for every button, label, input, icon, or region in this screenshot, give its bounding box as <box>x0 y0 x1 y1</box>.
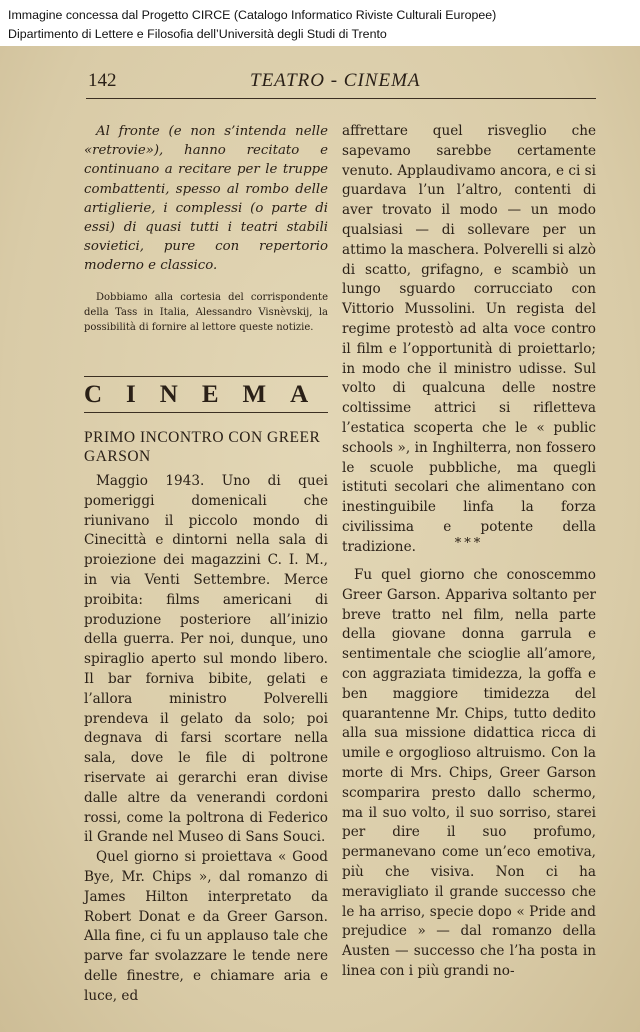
right-column-bottom <box>342 566 596 982</box>
section-title: CINEMA <box>84 381 333 408</box>
page-number: 142 <box>88 70 117 91</box>
section-rule-top <box>84 376 328 377</box>
right-paragraph-1: affrettare quel risveglio che sapevamo sarebbe certamente venuto. Applaudivamo ancora, e ci si guardava l’un l’altro, contenti di aver trovato il modo — un modo qualsiasi — di sollevare per un attimo la maschera. Polverelli si alzò di scatto, grifagno, e scambiò un lungo sguardo corrucciato con Vittorio Mussolini. Un regista del regime protestò ad alta voce contro il film e l’opportunità di proiettarlo; in modo che il ministro udisse. Sul volto di qualcuna delle nostre coltissime attrici si rifletteva l’estatica scoperta che le « public schools », in Inghilterra, non fossero le scuole pubbliche, ma quegli istituti secolari che alimentano con inestinguibile linfa la forza civilissima e potente della tradizione. <box>342 123 596 555</box>
right-paragraph-2: Fu quel giorno che conoscemmo Greer Garson. Appariva soltanto per breve tratto nel film, nella parte della giovane donna garrula e sentimentale che scioglie all’amore, con aggraziata timidezza, la goffa e ben maggiore timidezza del quarantenne Mr. Chips, tutto dedito alla sua missione didattica ricca di umile e orgoglioso altruismo. Con la morte di Mrs. Chips, Greer Garson scomparira presto dallo schermo, ma il suo volto, il suo sorriso, starei per dire il suo profumo, permanevano come un’eco emotiva, più che visiva. Non ci ha meravigliato il grande successo che le ha arriso, specie dopo « Pride and prejudice » — dal romanzo della Austen — successo che l’ha posta in linea con i più grandi no- <box>342 567 596 979</box>
source-note: Dobbiamo alla cortesia del corrispondente della Tass in Italia, Alessandro Visnèvskij, la possibilità di fornire al lettore queste notizie. <box>84 291 328 333</box>
article-paragraph-2: Quel giorno si proiettava « Good Bye, Mr. Chips », dal romanzo di James Hilton interpretato da Robert Donat e da Greer Garson. Alla fine, ci fu un applauso tale che parve far svolazzare le tende nere delle finestre, e chiamare aria e luce, ed <box>84 849 328 1004</box>
section-title-block <box>84 376 333 413</box>
right-column-top <box>342 122 596 558</box>
page-header <box>88 70 594 96</box>
article-headline: PRIMO INCONTRO CON GREER GARSON <box>84 429 321 465</box>
left-column-top <box>84 122 328 335</box>
running-title: TEATRO - CINEMA <box>250 70 421 91</box>
section-separator: *** <box>454 536 484 551</box>
italic-paragraph: Al fronte (e non s’intenda nelle «retrovie»), hanno recitato e continuano a recitare per le truppe combattenti, spesso al rombo delle artiglierie, i complessi (o parte di essi) di quasi tutti i teatri stabili sovietici, pure con repertorio moderno e classico. <box>84 124 328 274</box>
section-rule-bottom <box>84 412 328 413</box>
left-column-body <box>84 472 328 1007</box>
source-banner <box>0 0 640 46</box>
banner-line-2: Dipartimento di Lettere e Filosofia dell’Università degli Studi di Trento <box>8 27 387 41</box>
banner-line-1: Immagine concessa dal Progetto CIRCE (Catalogo Informatico Riviste Culturali Europee) <box>8 8 497 22</box>
article-paragraph-1: Maggio 1943. Uno di quei pomeriggi domenicali che riunivano il piccolo mondo di Cinecittà e dintorni nella sala di proiezione dei magazzini C. I. M., in via Venti Settembre. Merce proibita: films americani di produzione posteriore all’inizio della guerra. Per noi, dunque, uno spiraglio aperto sul mondo libero. Il bar forniva bibite, gelati e l’allora ministro Polverelli prendeva il gelato da solo; poi degnava di farsi scortare nella sala, dove le file di poltrone riservate ai gerarchi eran divise dalle altre da venerandi cordoni rossi, come la poltrona di Federico il Grande nel Museo di Sans Souci. <box>84 473 328 846</box>
header-rule <box>86 98 596 99</box>
